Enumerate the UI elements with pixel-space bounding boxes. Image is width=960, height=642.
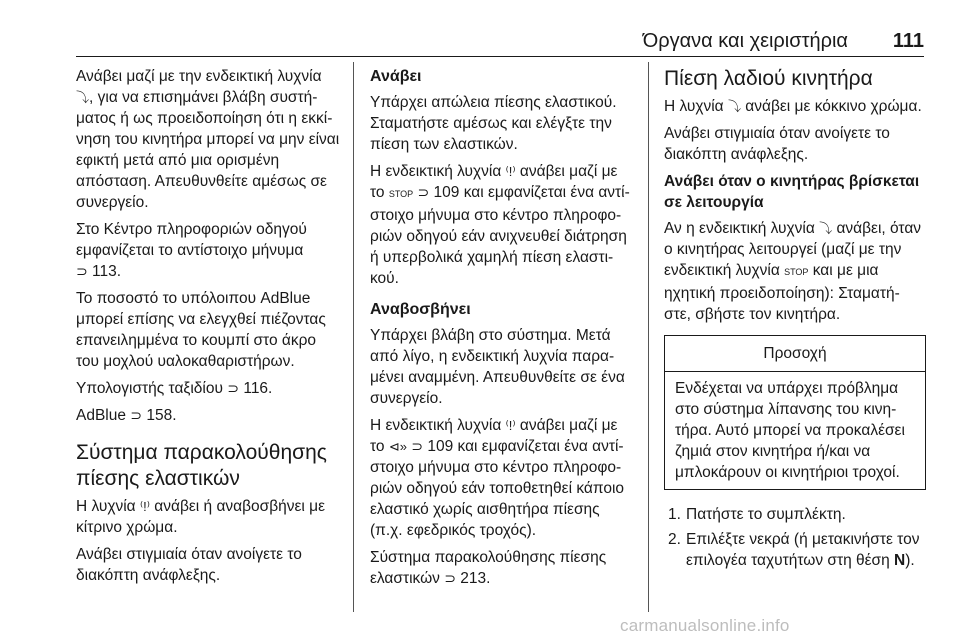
paragraph: Η ενδεικτική λυχνία ⁽!⁾ ανάβει μαζί με το STOP ⊃ 109 και εμφανίζεται ένα αντί-στοιχο μήνυμα στο κέντρο πληροφο-ριών οδηγού εάν ανιχνευθεί διάτρηση ή υπερβολικά χαμηλή πίεση ελαστι-κού.	[370, 163, 630, 287]
xref-arrow-icon: ⊃	[130, 407, 143, 423]
paragraph: Ανάβει στιγμιαία όταν ανοίγετε το διακόπτη ανάφλεξης.	[664, 125, 890, 163]
steps-list	[664, 504, 926, 571]
page-reference[interactable]: 113.	[92, 263, 122, 280]
paragraph: AdBlue ⊃ 158.	[76, 407, 177, 424]
paragraph: Ανάβει στιγμιαία όταν ανοίγετε το διακόπτη ανάφλεξης.	[76, 546, 302, 584]
xref-arrow-icon: ⊃	[417, 184, 430, 200]
list-item: 1. Πατήστε το συμπλέκτη.	[668, 506, 846, 523]
tyre-pressure-icon: ⁽!⁾	[505, 164, 516, 179]
paragraph: Ανάβει μαζί με την ενδεικτική λυχνία ⤵, για να επισημάνει βλάβη συστή-ματος ή ως προειδοποίηση ότι η εκκί-νηση του κινητήρα μπορεί να μην είναι εφικτή μετά από μια ορισμένη απόσταση. Απευθυνθείτε αμέσως σε συνεργείο.	[76, 68, 340, 211]
subsection-heading: Ανάβει	[370, 68, 422, 85]
paragraph: Η λυχνία ⁽!⁾ ανάβει ή αναβοσβήνει με κίτρινο χρώμα.	[76, 498, 326, 536]
subsection-heading: Ανάβει όταν ο κινητήρας βρίσκεται σε λειτουργία	[664, 173, 920, 211]
xref-arrow-icon: ⊃	[76, 263, 88, 279]
paragraph: Το ποσοστό το υπόλοιπου AdBlue μπορεί επίσης να ελεγχθεί πιέζοντας επανειλημμένα το κουμπί στο άκρο του μοχλού υαλοκαθαριστήρων.	[76, 290, 326, 370]
header-divider	[76, 56, 924, 57]
caution-title: Προσοχή	[665, 336, 925, 372]
page-number: 111	[892, 30, 924, 52]
xref-arrow-icon: ⊃	[444, 570, 456, 586]
paragraph: Στο Κέντρο πληροφοριών οδηγού εμφανίζεται το αντίστοιχο μήνυμα ⊃ 113.	[76, 221, 307, 280]
page-reference[interactable]: 109	[427, 438, 454, 455]
page-header	[0, 0, 960, 58]
paragraph: Υπάρχει βλάβη στο σύστημα. Μετά από λίγο, η ενδεικτική λυχνία παρα-μένει αναμμένη. Απευθυνθείτε σε ένα συνεργείο.	[370, 327, 625, 407]
watermark: carmanualsonline.info	[620, 616, 790, 635]
chapter-title: Όργανα και χειριστήρια	[642, 30, 848, 52]
column-2	[370, 66, 634, 595]
paragraph: Σύστημα παρακολούθησης πίεσης ελαστικών ⊃ 213.	[370, 549, 607, 587]
oil-can-icon: ⤵	[727, 99, 741, 114]
tyre-pressure-icon: ⁽!⁾	[139, 499, 150, 514]
paragraph: Αν η ενδεικτική λυχνία ⤵ ανάβει, όταν ο κινητήρας λειτουργεί (μαζί με την ενδεικτική λυχνία STOP και με μια ηχητική προειδοποίηση): Σταματή-στε, σβήστε τον κινητήρα.	[664, 220, 922, 323]
page-reference[interactable]: 213.	[460, 570, 491, 587]
tyre-pressure-icon: ⁽!⁾	[505, 418, 516, 433]
caution-text: Ενδέχεται να υπάρχει πρόβλημα στο σύστημα λίπανσης του κινη-τήρα. Αυτό μπορεί να προκαλέσει ζημιά στον κινητήρα ή/και να μπλοκάρουν οι κινητήριοι τροχοί.	[675, 380, 905, 481]
page-reference[interactable]: 116.	[243, 380, 273, 397]
stop-icon: STOP	[388, 189, 414, 199]
page-reference[interactable]: 109	[433, 184, 460, 201]
section-heading: Σύστημα παρακολούθησης πίεσης ελαστικών	[76, 441, 327, 490]
column-divider-1	[353, 62, 354, 612]
xref-arrow-icon: ⊃	[227, 380, 240, 396]
column-divider-2	[648, 62, 649, 612]
stop-icon: STOP	[784, 267, 809, 277]
xref-arrow-icon: ⊃	[411, 438, 424, 454]
paragraph: Η λυχνία ⤵ ανάβει με κόκκινο χρώμα.	[664, 98, 922, 115]
page-reference[interactable]: 158.	[146, 407, 177, 424]
paragraph: Υπάρχει απώλεια πίεσης ελαστικού. Σταματήστε αμέσως και ελέγξτε την πίεση των ελαστικών.	[370, 94, 617, 153]
column-3	[664, 66, 926, 575]
car-sensor-icon: ⊲»	[388, 439, 407, 454]
oil-can-icon: ⤵	[819, 221, 833, 236]
paragraph: Υπολογιστής ταξιδίου ⊃ 116.	[76, 380, 273, 397]
oil-can-icon: ⤵	[76, 90, 90, 105]
caution-box	[664, 335, 926, 490]
column-1	[76, 66, 340, 592]
list-item: 2. Επιλέξτε νεκρά (ή μετακινήστε τον επιλογέα ταχυτήτων στη θέση N).	[668, 531, 920, 569]
subsection-heading: Αναβοσβήνει	[370, 301, 471, 318]
paragraph: Η ενδεικτική λυχνία ⁽!⁾ ανάβει μαζί με το ⊲» ⊃ 109 και εμφανίζεται ένα αντί-στοιχο μήνυμα στο κέντρο πληροφο-ριών οδηγού εάν τοποθετηθεί κάποιο ελαστικό χωρίς αισθητήρα πίεσης (π.χ. εφεδρικός τροχός).	[370, 417, 625, 539]
section-heading: Πίεση λαδιού κινητήρα	[664, 67, 873, 90]
